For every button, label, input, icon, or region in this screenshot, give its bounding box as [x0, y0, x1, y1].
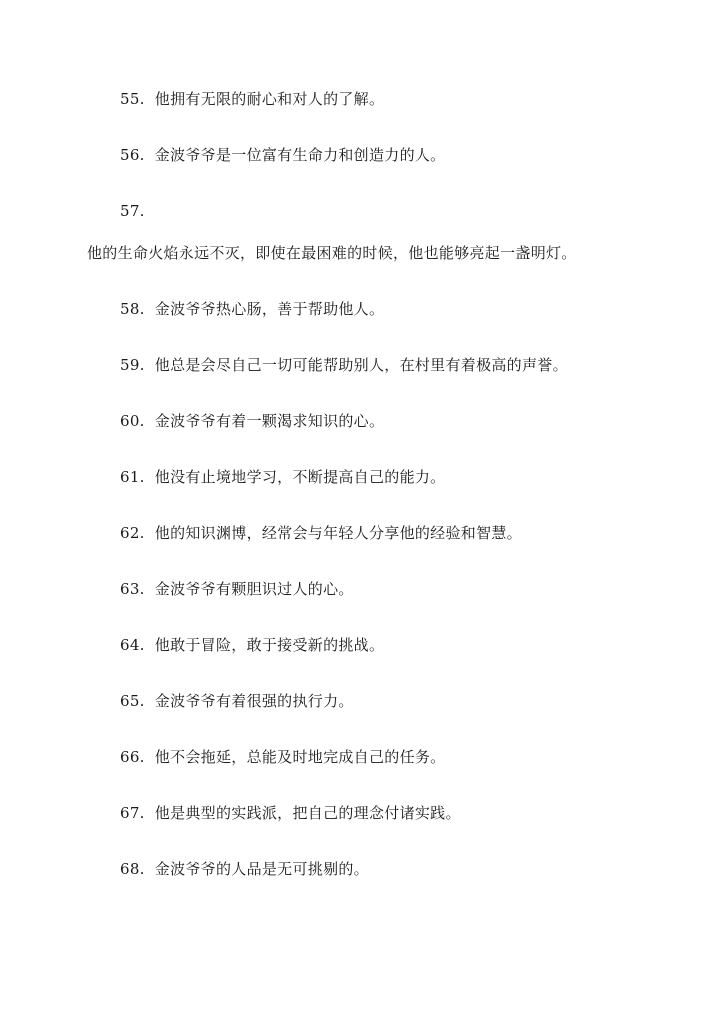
item-number: 62.: [120, 524, 145, 542]
item-text: 金波爷爷是一位富有生命力和创造力的人。: [154, 146, 446, 164]
item-number: 61.: [120, 468, 145, 486]
list-item: [120, 145, 445, 165]
list-item: [120, 89, 384, 109]
item-text: 他不会拖延，总能及时地完成自己的任务。: [154, 748, 446, 766]
item-number: 67.: [120, 804, 145, 822]
list-item-wrapped-text: [87, 243, 577, 263]
item-number: 59.: [120, 356, 145, 374]
item-text: 他没有止境地学习，不断提高自己的能力。: [154, 468, 446, 486]
list-item: [120, 859, 369, 879]
list-item: [120, 747, 445, 767]
list-item: [120, 803, 461, 823]
item-number: 66.: [120, 748, 145, 766]
list-item: [120, 355, 568, 375]
item-text: 他拥有无限的耐心和对人的了解。: [154, 90, 385, 108]
list-item: [120, 299, 384, 319]
list-item: [120, 523, 522, 543]
item-number: 55.: [120, 90, 145, 108]
item-text: 他总是会尽自己一切可能帮助别人，在村里有着极高的声誉。: [154, 356, 568, 374]
list-item: [120, 635, 384, 655]
item-text: 金波爷爷热心肠，善于帮助他人。: [154, 300, 385, 318]
item-number: 60.: [120, 412, 145, 430]
list-item: [120, 691, 354, 711]
item-text: 他的知识渊博，经常会与年轻人分享他的经验和智慧。: [154, 524, 522, 542]
item-text: 他是典型的实践派，把自己的理念付诸实践。: [154, 804, 461, 822]
item-number: 64.: [120, 636, 145, 654]
item-text: 金波爷爷有着一颗渴求知识的心。: [154, 412, 385, 430]
item-number: 63.: [120, 580, 145, 598]
item-text: 他敢于冒险，敢于接受新的挑战。: [154, 636, 385, 654]
list-item: [120, 411, 384, 431]
list-item: [120, 579, 354, 599]
item-number: 58.: [120, 300, 145, 318]
item-number: 56.: [120, 146, 145, 164]
item-number: 68.: [120, 860, 145, 878]
item-text: 金波爷爷有着很强的执行力。: [154, 692, 354, 710]
list-item: [120, 467, 445, 487]
item-text: 他的生命火焰永远不灭，即使在最困难的时候，他也能够亮起一盏明灯。: [87, 244, 577, 262]
item-text: 金波爷爷有颗胆识过人的心。: [154, 580, 354, 598]
item-number: 57.: [120, 202, 145, 220]
list-item-number-only: [120, 201, 145, 221]
item-number: 65.: [120, 692, 145, 710]
item-text: 金波爷爷的人品是无可挑剔的。: [154, 860, 369, 878]
